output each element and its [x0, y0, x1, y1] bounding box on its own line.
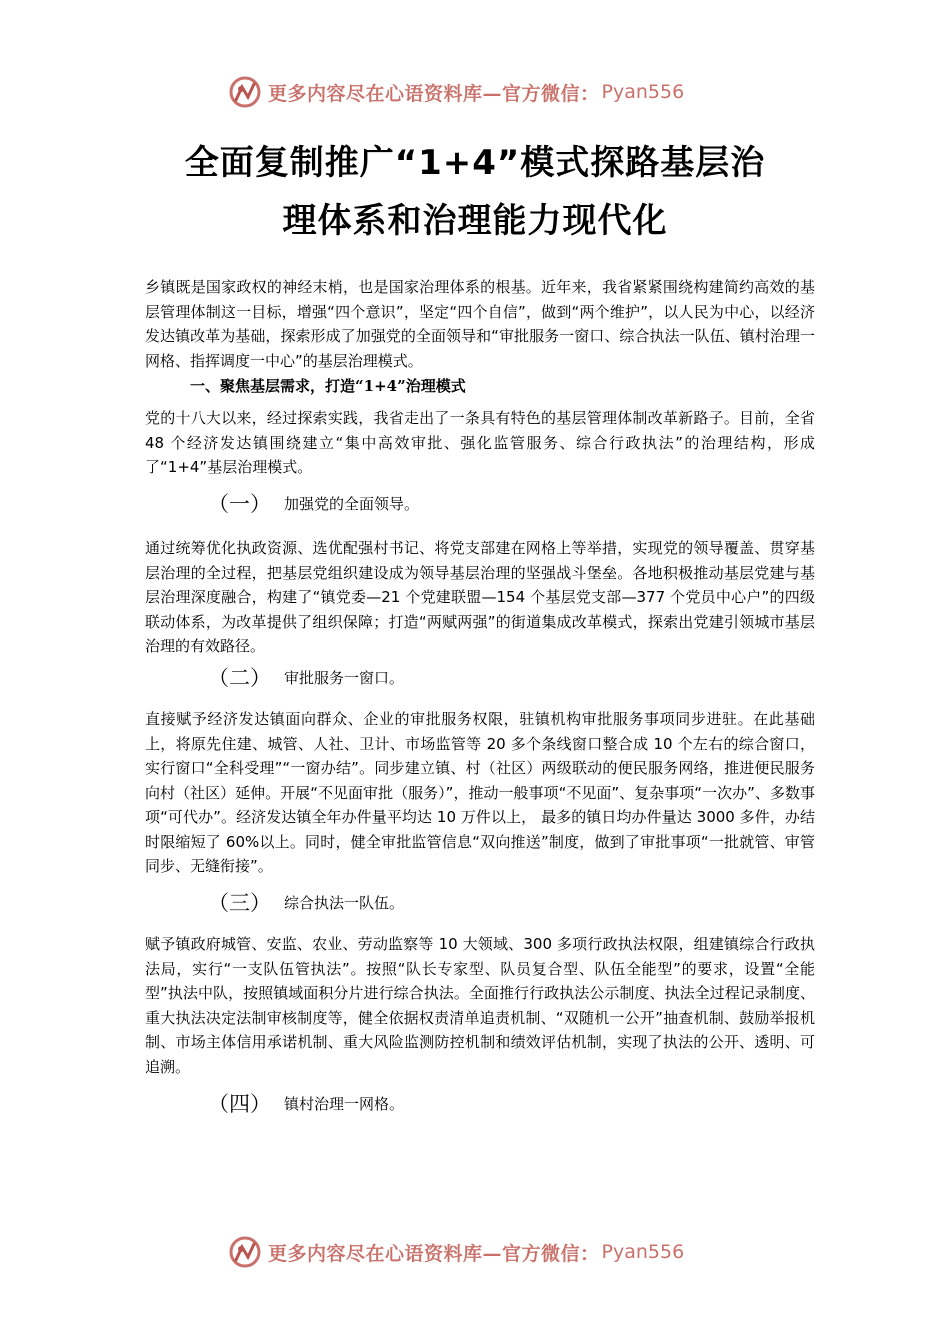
section-1-paragraph: 党的十八大以来，经过探索实践，我省走出了一条具有特色的基层管理体制改革新路子。目前，全省 48 个经济发达镇围绕建立“集中高效审批、强化监管服务、综合行政执法”的治理结构，形成了“1+4”基层治理模式。 [145, 409, 815, 476]
subsection-number: （四） [208, 1092, 271, 1116]
subsection-label: 审批服务一窗口。 [284, 668, 405, 687]
watermark-header [228, 72, 728, 112]
subsection-2-paragraph: 直接赋予经济发达镇面向群众、企业的审批服务权限，驻镇机构审批服务事项同步进驻。在此基础上，将原先住建、城管、人社、卫计、市场监管等 20 多个条线窗口整合成 10 个左右的综合窗口，实行窗口“全科受理”“一窗办结”。同步建立镇、村（社区）两级联动的便民服务网络，推进便民服务向村（社区）延伸。开展“不见面审批（服务）”，推动一般事项“不见面”、复杂事项“一次办”、多数事项“可代办”。经济发达镇全年办件量平均达 10 万件以上， 最多的镇日均办件量达 3000 多件，办结时限缩短了 60%以上。同时，健全审批监管信息“双向推送”制度，做到了审批事项“一批就管、审管同步、无缝衔接”。 [145, 710, 815, 875]
watermark-footer [228, 1232, 728, 1272]
subsection-3-paragraph: 赋予镇政府城管、安监、农业、劳动监察等 10 大领域、300 多项行政执法权限，组建镇综合行政执法局，实行“一支队伍管执法”。按照“队长专家型、队员复合型、队伍全能型”的要求，设置“全能型”执法中队，按照镇域面积分片进行综合执法。全面推行行政执法公示制度、执法全过程记录制度、重大执法决定法制审核制度等，健全依据权责清单追责机制、“双随机一公开”抽查机制、鼓励举报机制、市场主体信用承诺机制、重大风险监测防控机制和绩效评估机制，实现了执法的公开、透明、可追溯。 [145, 935, 815, 1076]
watermark-text: 更多内容尽在心语资料库—官方微信： [268, 82, 600, 105]
subsection-label: 综合执法一队伍。 [284, 893, 405, 912]
subsection-2-heading [208, 662, 404, 692]
page-title-line-2: 理体系和治理能力现代化 [282, 201, 668, 241]
subsection-number: （二） [208, 666, 271, 690]
logo-icon [228, 75, 262, 109]
subsection-number: （三） [208, 891, 271, 915]
logo-icon [228, 1235, 262, 1269]
page-title-line-1: 全面复制推广“1+4”模式探路基层治 [184, 143, 766, 183]
intro-paragraph: 乡镇既是国家政权的神经末梢，也是国家治理体系的根基。近年来，我省紧紧围绕构建简约高效的基层管理体制这一目标，增强“四个意识”，坚定“四个自信”，做到“两个维护”，以人民为中心，以经济发达镇改革为基础，探索形成了加强党的全面领导和“审批服务一窗口、综合执法一队伍、镇村治理一网格、指挥调度一中心”的基层治理模式。 [145, 278, 815, 370]
section-1-heading: 一、聚焦基层需求，打造“1+4”治理模式 [190, 377, 466, 395]
subsection-1-paragraph: 通过统筹优化执政资源、选优配强村书记、将党支部建在网格上等举措，实现党的领导覆盖、贯穿基层治理的全过程，把基层党组织建设成为领导基层治理的坚强战斗堡垒。各地积极推动基层党建与基层治理深度融合，构建了“镇党委—21 个党建联盟—154 个基层党支部—377 个党员中心户”的四级联动体系，为改革提供了组织保障；打造“两赋两强”的街道集成改革模式，探索出党建引领城市基层治理的有效路径。 [145, 539, 815, 655]
watermark-handle: Pyan556 [601, 81, 685, 103]
watermark-handle: Pyan556 [601, 1241, 685, 1263]
subsection-3-heading [208, 887, 404, 917]
subsection-1-heading [208, 488, 419, 518]
subsection-number: （一） [208, 492, 271, 516]
watermark-text: 更多内容尽在心语资料库—官方微信： [268, 1242, 600, 1265]
subsection-label: 镇村治理一网格。 [284, 1094, 405, 1113]
subsection-label: 加强党的全面领导。 [284, 494, 420, 513]
subsection-4-heading [208, 1088, 404, 1118]
